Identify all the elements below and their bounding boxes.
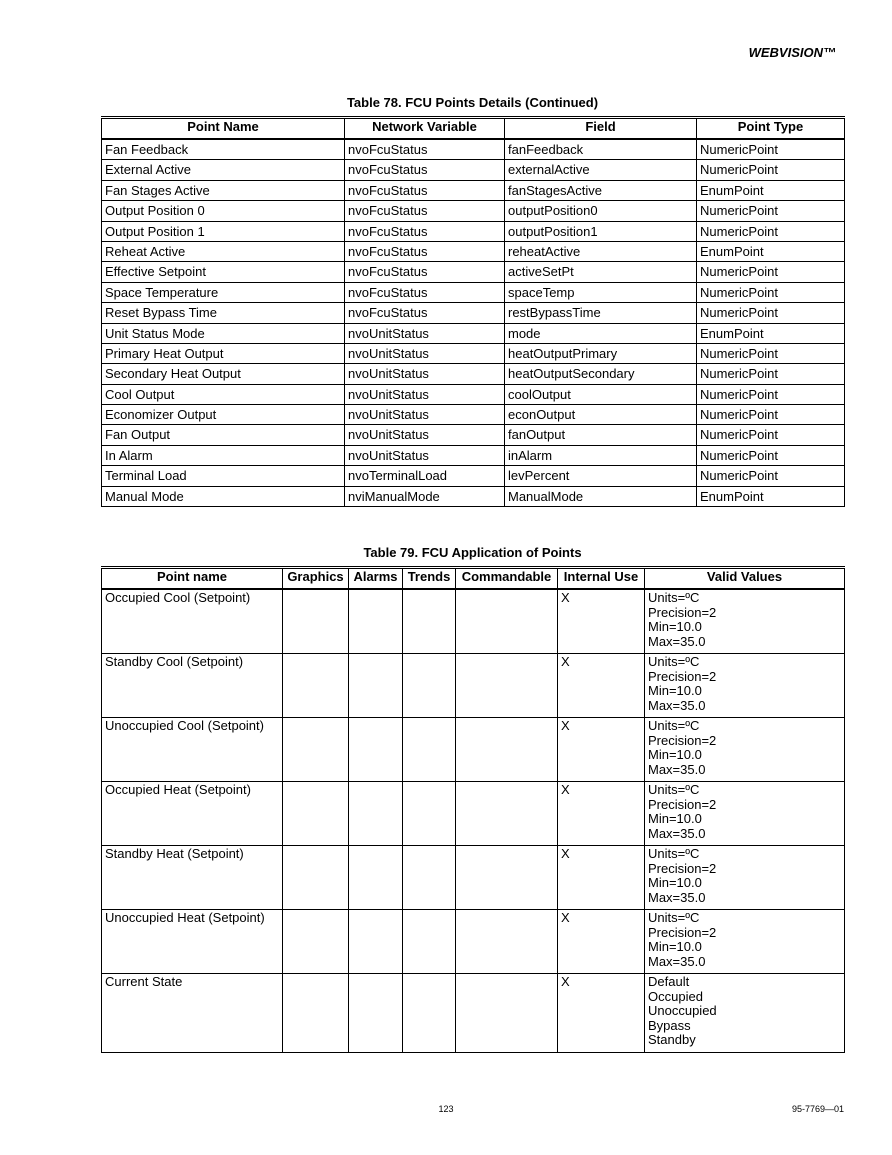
cell-point-name: Occupied Cool (Setpoint) [102,589,283,654]
cell-network-variable: nvoFcuStatus [345,241,505,261]
cell-point-name: Terminal Load [102,466,345,486]
cell-point-type: NumericPoint [697,343,845,363]
valid-value-line: Max=35.0 [648,825,706,841]
column-header-alarms: Alarms [349,568,403,590]
cell-graphics [283,910,349,974]
cell-field: heatOutputSecondary [505,364,697,384]
cell-field: externalActive [505,160,697,180]
cell-network-variable: nvoFcuStatus [345,201,505,221]
table-78-caption: Table 78. FCU Points Details (Continued) [346,95,599,110]
table-row [102,364,845,384]
cell-commandable [456,718,558,782]
valid-value-line: Occupied [648,988,703,1004]
cell-field: mode [505,323,697,343]
column-header-internal-use: Internal Use [558,568,645,590]
column-header-trends: Trends [403,568,456,590]
valid-value-line: Min=10.0 [648,939,702,954]
cell-point-name: Manual Mode [102,486,345,506]
cell-field: inAlarm [505,445,697,465]
cell-point-name: Current State [102,974,283,1053]
cell-graphics [283,974,349,1053]
cell-point-name: Economizer Output [102,405,345,425]
cell-network-variable: nvoFcuStatus [345,221,505,241]
valid-value-line: Max=35.0 [648,697,706,713]
cell-network-variable: nvoFcuStatus [345,139,505,160]
cell-network-variable: nvoUnitStatus [345,405,505,425]
cell-field: levPercent [505,466,697,486]
cell-field: ManualMode [505,486,697,506]
valid-value-line: Standby [648,1032,696,1047]
cell-commandable [456,974,558,1053]
cell-point-name: External Active [102,160,345,180]
cell-trends [403,910,456,974]
cell-field: coolOutput [505,384,697,404]
document-number: 95-7769—01 [791,1104,844,1114]
valid-value-line: Precision=2 [648,796,717,812]
cell-network-variable: nvoTerminalLoad [345,466,505,486]
cell-point-type: NumericPoint [697,466,845,486]
valid-value-line: Max=35.0 [648,761,706,777]
table-78 [101,116,845,507]
cell-trends [403,974,456,1053]
cell-point-name: In Alarm [102,445,345,465]
cell-trends [403,846,456,910]
valid-value-line: Units=ºC [648,654,700,669]
cell-network-variable: nvoUnitStatus [345,445,505,465]
cell-point-name: Unit Status Mode [102,323,345,343]
valid-value-line: Max=35.0 [648,889,706,905]
cell-point-name: Reheat Active [102,241,345,261]
cell-internal-use: X [558,974,645,1053]
valid-value-line: Precision=2 [648,668,717,684]
cell-point-name: Fan Stages Active [102,180,345,200]
table-row [102,445,845,465]
valid-value-line: Min=10.0 [648,811,702,826]
column-header-field: Field [505,118,697,140]
cell-point-name: Occupied Heat (Setpoint) [102,782,283,846]
cell-commandable [456,910,558,974]
cell-network-variable: nvoFcuStatus [345,180,505,200]
cell-point-name: Standby Heat (Setpoint) [102,846,283,910]
cell-field: econOutput [505,405,697,425]
table-78-header-row [102,118,845,140]
valid-value-line: Max=35.0 [648,633,706,649]
cell-point-type: EnumPoint [697,241,845,261]
cell-graphics [283,782,349,846]
cell-point-type: EnumPoint [697,180,845,200]
table-79-caption: Table 79. FCU Application of Points [363,545,582,560]
cell-point-name: Fan Feedback [102,139,345,160]
table-row [102,323,845,343]
cell-point-type: NumericPoint [697,139,845,160]
table-row [102,384,845,404]
cell-valid-values [645,846,845,910]
cell-graphics [283,846,349,910]
cell-point-type: NumericPoint [697,364,845,384]
cell-point-name: Effective Setpoint [102,262,345,282]
valid-value-line: Unoccupied [648,1003,717,1018]
cell-point-name: Unoccupied Cool (Setpoint) [102,718,283,782]
cell-graphics [283,654,349,718]
cell-alarms [349,654,403,718]
table-row [102,405,845,425]
cell-network-variable: nvoUnitStatus [345,343,505,363]
cell-valid-values [645,589,845,654]
column-header-point-name: Point name [102,568,283,590]
valid-value-line: Units=ºC [648,910,700,925]
cell-trends [403,654,456,718]
cell-point-name: Output Position 0 [102,201,345,221]
cell-network-variable: nvoUnitStatus [345,425,505,445]
cell-point-type: NumericPoint [697,384,845,404]
cell-point-type: NumericPoint [697,201,845,221]
valid-value-line: Precision=2 [648,924,717,940]
cell-valid-values [645,910,845,974]
cell-alarms [349,974,403,1053]
column-header-point-type: Point Type [697,118,845,140]
cell-point-type: NumericPoint [697,405,845,425]
table-row [102,160,845,180]
cell-commandable [456,846,558,910]
cell-network-variable: nvoUnitStatus [345,323,505,343]
table-row [102,139,845,160]
cell-point-name: Reset Bypass Time [102,303,345,323]
column-header-network-variable: Network Variable [345,118,505,140]
cell-network-variable: nvoFcuStatus [345,282,505,302]
cell-alarms [349,910,403,974]
cell-point-name: Secondary Heat Output [102,364,345,384]
cell-field: activeSetPt [505,262,697,282]
table-row [102,782,845,846]
table-row [102,180,845,200]
cell-point-type: NumericPoint [697,282,845,302]
cell-internal-use: X [558,718,645,782]
valid-value-line: Min=10.0 [648,683,702,698]
cell-alarms [349,846,403,910]
cell-network-variable: nviManualMode [345,486,505,506]
cell-point-type: NumericPoint [697,445,845,465]
cell-commandable [456,654,558,718]
table-row [102,425,845,445]
valid-value-line: Units=ºC [648,590,700,605]
valid-value-line: Max=35.0 [648,953,706,969]
table-row [102,262,845,282]
valid-value-line: Precision=2 [648,732,717,748]
cell-valid-values [645,654,845,718]
column-header-commandable: Commandable [456,568,558,590]
page-number: 123 [438,1104,454,1114]
valid-value-line: Units=ºC [648,718,700,733]
cell-network-variable: nvoFcuStatus [345,160,505,180]
cell-network-variable: nvoUnitStatus [345,364,505,384]
cell-internal-use: X [558,654,645,718]
cell-internal-use: X [558,910,645,974]
table-row [102,718,845,782]
table-row [102,910,845,974]
cell-valid-values [645,718,845,782]
cell-valid-values [645,782,845,846]
table-row [102,486,845,506]
table-row [102,241,845,261]
valid-value-line: Units=ºC [648,782,700,797]
table-row [102,201,845,221]
cell-point-name: Fan Output [102,425,345,445]
cell-point-type: NumericPoint [697,262,845,282]
valid-value-line: Min=10.0 [648,875,702,890]
cell-field: outputPosition0 [505,201,697,221]
table-row [102,974,845,1053]
cell-point-name: Standby Cool (Setpoint) [102,654,283,718]
cell-field: fanFeedback [505,139,697,160]
table-row [102,303,845,323]
cell-point-name: Cool Output [102,384,345,404]
table-row [102,846,845,910]
valid-value-line: Precision=2 [648,860,717,876]
cell-point-type: EnumPoint [697,323,845,343]
cell-alarms [349,589,403,654]
cell-field: fanStagesActive [505,180,697,200]
cell-point-name: Output Position 1 [102,221,345,241]
cell-point-type: NumericPoint [697,425,845,445]
valid-value-line: Min=10.0 [648,747,702,762]
cell-field: heatOutputPrimary [505,343,697,363]
cell-point-type: NumericPoint [697,221,845,241]
table-row [102,282,845,302]
valid-value-line: Min=10.0 [648,619,702,634]
cell-point-type: EnumPoint [697,486,845,506]
table-row [102,589,845,654]
cell-graphics [283,589,349,654]
column-header-point-name: Point Name [102,118,345,140]
cell-internal-use: X [558,782,645,846]
valid-value-line: Precision=2 [648,604,717,620]
cell-network-variable: nvoUnitStatus [345,384,505,404]
cell-alarms [349,782,403,846]
table-79-header-row [102,568,845,590]
column-header-valid-values: Valid Values [645,568,845,590]
table-79 [101,566,845,1053]
cell-field: restBypassTime [505,303,697,323]
cell-trends [403,718,456,782]
valid-value-line: Bypass [648,1017,691,1033]
cell-trends [403,589,456,654]
table-row [102,466,845,486]
cell-internal-use: X [558,589,645,654]
cell-commandable [456,589,558,654]
cell-field: reheatActive [505,241,697,261]
header-brand: WEBVISION™ [748,45,836,60]
cell-valid-values [645,974,845,1053]
cell-internal-use: X [558,846,645,910]
cell-trends [403,782,456,846]
cell-network-variable: nvoFcuStatus [345,262,505,282]
cell-network-variable: nvoFcuStatus [345,303,505,323]
valid-value-line: Default [648,974,690,989]
cell-field: fanOutput [505,425,697,445]
cell-commandable [456,782,558,846]
cell-field: outputPosition1 [505,221,697,241]
table-row [102,343,845,363]
table-row [102,654,845,718]
cell-field: spaceTemp [505,282,697,302]
cell-point-name: Space Temperature [102,282,345,302]
cell-point-name: Primary Heat Output [102,343,345,363]
cell-alarms [349,718,403,782]
cell-point-type: NumericPoint [697,303,845,323]
column-header-graphics: Graphics [283,568,349,590]
valid-value-line: Units=ºC [648,846,700,861]
cell-point-name: Unoccupied Heat (Setpoint) [102,910,283,974]
cell-graphics [283,718,349,782]
cell-point-type: NumericPoint [697,160,845,180]
table-row [102,221,845,241]
